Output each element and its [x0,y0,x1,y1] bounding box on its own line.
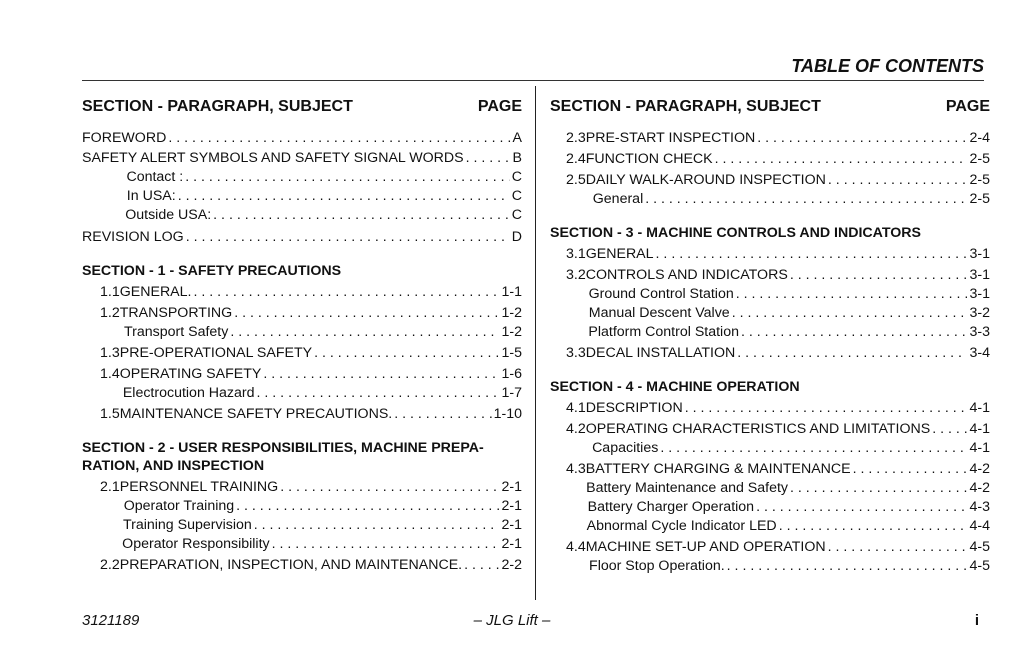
entry-number: 4.2 [566,421,586,437]
entry-label: PREPARATION, INSPECTION, AND MAINTENANCE. [119,557,463,573]
entry-page: 2-1 [501,536,522,552]
dot-leader [254,517,500,534]
toc-entry[interactable] [550,191,990,208]
dot-leader [257,385,500,402]
toc-entry[interactable] [550,499,990,516]
entry-page: 3-1 [969,246,990,262]
toc-entry[interactable] [550,518,990,535]
entry-label: DAILY WALK-AROUND INSPECTION [585,172,826,188]
section-heading: SECTION - 1 - SAFETY PRECAUTIONS [82,263,342,279]
entry-number: 1.3 [100,345,120,361]
dot-leader [779,518,968,535]
dot-leader [932,421,967,438]
entry-label: PRE-OPERATIONAL SAFETY [119,345,313,361]
entry-page: 2-2 [501,557,522,573]
entry-page: 1-6 [501,366,522,382]
dot-leader [236,498,499,515]
entry-page: A [512,130,522,146]
entry-label: Contact : [126,169,184,185]
dot-leader [727,558,968,575]
entry-page: 4-5 [969,539,990,555]
section-heading: SECTION - 4 - MACHINE OPERATION [550,379,800,395]
toc-entry[interactable] [82,536,522,553]
entry-label: In USA: [126,188,176,204]
entry-page: 3-1 [969,286,990,302]
entry-page: C [511,207,522,223]
toc-entry[interactable] [550,151,990,168]
toc-entry[interactable] [550,324,990,341]
dot-leader [394,406,491,423]
dot-leader [656,246,968,263]
entry-label: Battery Charger Operation [587,499,755,515]
toc-entry[interactable] [82,130,522,147]
entry-page: 3-2 [969,305,990,321]
toc-entry[interactable] [82,169,522,186]
entry-page: 4-2 [969,461,990,477]
entry-label: Battery Maintenance and Safety [586,480,789,496]
dot-leader [828,539,968,556]
section-heading: SECTION - 2 - USER RESPONSIBILITIES, MACHINE PREPA- [82,440,484,456]
entry-page: 1-2 [501,324,522,340]
entry-label: Outside USA: [125,207,212,223]
column-heading-label: SECTION - PARAGRAPH, SUBJECT [550,98,821,115]
dot-leader [272,536,500,553]
entry-label: Manual Descent Valve [588,305,730,321]
toc-entry[interactable] [550,286,990,303]
entry-number: 1.1 [100,284,120,300]
entry-number: 1.2 [100,305,120,321]
entry-label: Operator Training [123,498,235,514]
entry-label: General [592,191,644,207]
toc-entry[interactable] [550,305,990,322]
column-heading-label: SECTION - PARAGRAPH, SUBJECT [82,98,353,115]
dot-leader [715,151,968,168]
entry-page: B [512,150,522,166]
doc-number: 3121189 [82,612,140,629]
dot-leader [263,366,499,383]
dot-leader [737,345,967,362]
entry-number: 2.1 [100,479,120,495]
entry-number: 2.2 [100,557,120,573]
entry-label: OPERATING SAFETY [119,366,262,382]
entry-label: Capacities [592,440,659,456]
entry-number: 1.4 [100,366,120,382]
entry-label: GENERAL [585,246,654,262]
entry-label: Electrocution Hazard [122,385,255,401]
toc-entry[interactable] [550,539,990,556]
dot-leader [193,284,499,301]
entry-number: 2.3 [566,130,586,146]
entry-page: C [511,169,522,185]
dot-leader [736,286,968,303]
toc-entry[interactable] [550,267,990,284]
dot-leader [314,345,499,362]
header-rule [82,80,984,81]
entry-label: CONTROLS AND INDICATORS [585,267,788,283]
entry-page: 4-5 [969,558,990,574]
entry-page: C [511,188,522,204]
toc-entry[interactable] [82,406,522,423]
dot-leader [645,191,967,208]
entry-page: 4-1 [969,421,990,437]
entry-page: 4-1 [969,440,990,456]
entry-label: MACHINE SET-UP AND OPERATION [585,539,826,555]
toc-entry[interactable] [82,229,522,246]
entry-page: 1-5 [501,345,522,361]
entry-label: PRE-START INSPECTION [585,130,756,146]
entry-page: 1-7 [501,385,522,401]
entry-label: Operator Responsibility [122,536,270,552]
entry-label: DECAL INSTALLATION [585,345,736,361]
toc-entry[interactable] [550,421,990,438]
toc-entry[interactable] [82,188,522,205]
entry-page: 2-1 [501,479,522,495]
page-title: TABLE OF CONTENTS [791,56,984,76]
entry-number: 2.4 [566,151,586,167]
column-divider [535,86,536,600]
dot-leader [466,150,511,167]
entry-number: 1.5 [100,406,120,422]
dot-leader [178,188,510,205]
dot-leader [828,172,968,189]
entry-number: 4.1 [566,400,586,416]
toc-entry[interactable] [550,345,990,362]
toc-entry[interactable] [82,207,522,224]
entry-label: Transport Safety [123,324,229,340]
column-heading-page: PAGE [477,98,522,115]
dot-leader [790,480,967,497]
entry-page: 1-10 [493,406,522,422]
dot-leader [185,169,510,186]
entry-page: 2-4 [969,130,990,146]
column-heading-page: PAGE [945,98,990,115]
dot-leader [756,499,967,516]
entry-label: BATTERY CHARGING & MAINTENANCE [585,461,851,477]
dot-leader [464,557,499,574]
entry-label: REVISION LOG [82,229,184,245]
entry-page: 1-1 [501,284,522,300]
dot-leader [732,305,968,322]
toc-entry[interactable] [550,172,990,189]
dot-leader [741,324,967,341]
entry-page: 2-1 [501,517,522,533]
dot-leader [280,479,499,496]
dot-leader [230,324,499,341]
section-heading: SECTION - 3 - MACHINE CONTROLS AND INDICATORS [550,225,921,241]
toc-entry[interactable] [550,480,990,497]
entry-page: 2-1 [501,498,522,514]
entry-number: 3.2 [566,267,586,283]
toc-entries [82,130,522,574]
dot-leader [853,461,968,478]
entry-label: OPERATING CHARACTERISTICS AND LIMITATIONS [585,421,931,437]
entry-label: GENERAL. [119,284,192,300]
entry-label: FUNCTION CHECK [585,151,713,167]
entry-number: 4.3 [566,461,586,477]
entry-label: DESCRIPTION [585,400,683,416]
entry-page: 3-1 [969,267,990,283]
toc-entry[interactable] [82,498,522,515]
dot-leader [234,305,499,322]
dot-leader [213,207,510,224]
dot-leader [757,130,967,147]
entry-page: 2-5 [969,191,990,207]
entry-label: TRANSPORTING [119,305,233,321]
column-heading [550,96,990,118]
entry-label: Ground Control Station [588,286,734,302]
toc-entry[interactable] [82,385,522,402]
section-heading-continued: RATION, AND INSPECTION [82,458,265,474]
toc-entry[interactable] [82,305,522,322]
entry-number: 3.1 [566,246,586,262]
entry-number: 2.5 [566,172,586,188]
toc-entry[interactable] [550,400,990,417]
toc-entry[interactable] [550,246,990,263]
column-heading [82,96,522,118]
entry-label: PERSONNEL TRAINING [119,479,279,495]
toc-entries [550,130,990,575]
entry-label: FOREWORD [82,130,167,146]
toc-entry[interactable] [82,517,522,534]
entry-page: 4-4 [969,518,990,534]
toc-right-column [550,96,990,575]
entry-label: Platform Control Station [588,324,739,340]
toc-entry[interactable] [82,345,522,362]
entry-number: 4.4 [566,539,586,555]
entry-label: Abnormal Cycle Indicator LED [586,518,777,534]
entry-page: 4-3 [969,499,990,515]
entry-page: 4-1 [969,400,990,416]
dot-leader [685,400,968,417]
toc-entry[interactable] [82,479,522,496]
entry-page: 1-2 [501,305,522,321]
entry-page: 2-5 [969,172,990,188]
toc-entry[interactable] [82,284,522,301]
entry-page: 4-2 [969,480,990,496]
dot-leader [790,267,968,284]
entry-page: 2-5 [969,151,990,167]
toc-entry[interactable] [550,558,990,575]
entry-number: 3.3 [566,345,586,361]
toc-entry[interactable] [550,130,990,147]
toc-entry[interactable] [550,440,990,457]
entry-page: 3-4 [969,345,990,361]
page-number: i [974,612,979,629]
footer-brand: – JLG Lift – [473,612,551,629]
toc-entry[interactable] [82,557,522,574]
dot-leader [186,229,510,246]
entry-label: Floor Stop Operation. [589,558,725,574]
dot-leader [168,130,510,147]
entry-label: SAFETY ALERT SYMBOLS AND SAFETY SIGNAL WORDS [82,150,464,166]
toc-left-column [82,96,522,574]
entry-page: D [511,229,522,245]
entry-label: MAINTENANCE SAFETY PRECAUTIONS. [119,406,393,422]
toc-entry[interactable] [82,366,522,383]
toc-entry[interactable] [82,150,522,167]
entry-label: Training Supervision [122,517,252,533]
dot-leader [660,440,967,457]
entry-page: 3-3 [969,324,990,340]
toc-entry[interactable] [82,324,522,341]
toc-entry[interactable] [550,461,990,478]
